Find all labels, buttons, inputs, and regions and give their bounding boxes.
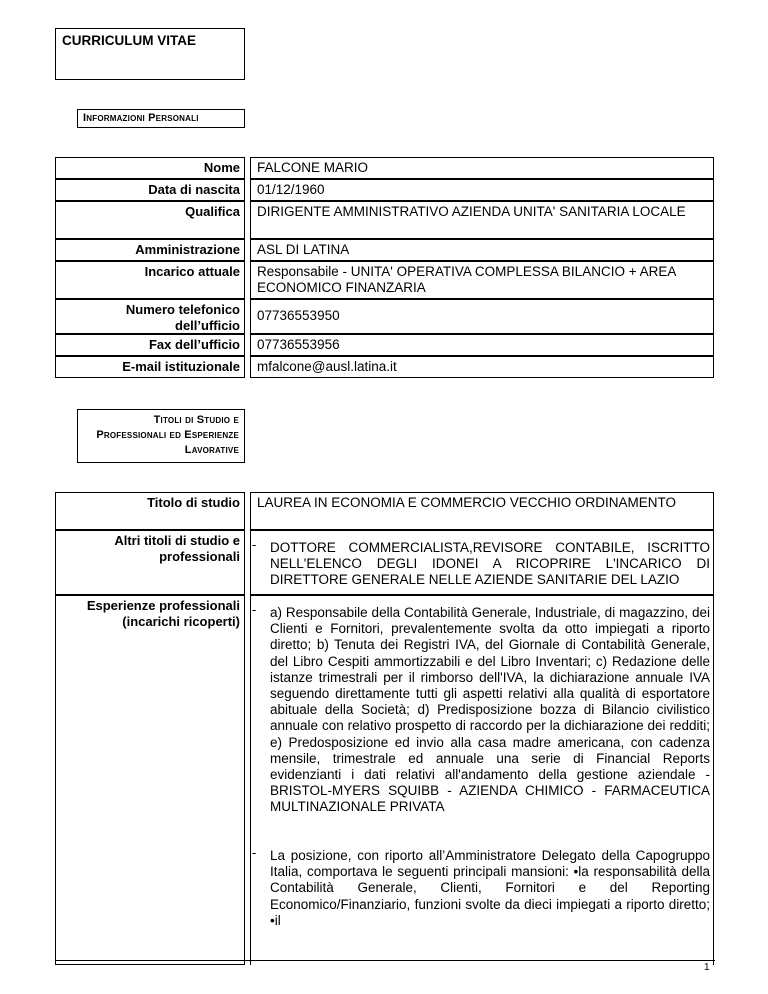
value-titolo-studio: LAUREA IN ECONOMIA E COMMERCIO VECCHIO ORDINAMENTO [250, 492, 714, 530]
value-altri-titoli: DOTTORE COMMERCIALISTA,REVISORE CONTABILE, ISCRITTO NELL'ELENCO DEGLI IDONEI A RICOPRIRE L'INCARICO DI DIRETTORE GENERALE NELLE AZIENDE SANITARIE DEL LAZIO [270, 540, 710, 588]
label-nome: Nome [55, 157, 245, 179]
value-qualifica: DIRIGENTE AMMINISTRATIVO AZIENDA UNITA' SANITARIA LOCALE [250, 201, 714, 239]
cv-title: CURRICULUM VITAE [62, 33, 196, 48]
value-nome: FALCONE MARIO [250, 157, 714, 179]
label-altri-titoli: Altri titoli di studio e professionali [55, 530, 245, 595]
value-email: mfalcone@ausl.latina.it [250, 356, 714, 378]
personal-section-heading: Informazioni Personali [83, 112, 199, 124]
value-telefono: 07736553950 [250, 299, 714, 334]
label-data-nascita: Data di nascita [55, 179, 245, 201]
value-incarico: Responsabile - UNITA' OPERATIVA COMPLESSA BILANCIO + AREA ECONOMICO FINANZARIA [250, 261, 714, 299]
label-esperienze: Esperienze professionali (incarichi ricoperti) [55, 595, 245, 965]
label-fax: Fax dell’ufficio [55, 334, 245, 356]
label-titolo-studio: Titolo di studio [55, 492, 245, 530]
cv-title-box [55, 28, 245, 80]
personal-section-heading-box [77, 109, 245, 128]
value-amministrazione: ASL DI LATINA [250, 239, 714, 261]
value-data-nascita: 01/12/1960 [250, 179, 714, 201]
footer-rule [55, 960, 715, 961]
page-number: 1 [704, 962, 710, 973]
studies-section-heading: Titoli di Studio e Professionali ed Esperienze Lavorative [96, 414, 239, 456]
bullet-dash: - [252, 602, 257, 617]
studies-section-heading-box [77, 409, 245, 463]
bullet-dash: - [252, 845, 257, 860]
label-qualifica: Qualifica [55, 201, 245, 239]
label-amministrazione: Amministrazione [55, 239, 245, 261]
bullet-dash: - [252, 537, 257, 552]
label-telefono: Numero telefonico dell’ufficio [55, 299, 245, 334]
value-fax: 07736553956 [250, 334, 714, 356]
esperienza-item-2: La posizione, con riporto all’Amministratore Delegato della Capogruppo Italia, comportava le seguenti principali mansioni: •la responsabilità della Contabilità Generale, Clienti, Fornitori e del Reporting Economico/Finanziario, funzioni svolte da dieci impiegati a riporto diretto; •il [270, 848, 710, 928]
label-email: E-mail istituzionale [55, 356, 245, 378]
label-incarico: Incarico attuale [55, 261, 245, 299]
esperienza-item-1: a) Responsabile della Contabilità Generale, Industriale, di magazzino, dei Clienti e Fornitori, prevalentemente svolta da otto impiegati a riporto diretto; b) Tenuta dei Registri IVA, del Giornale di Contabilità Generale, del Libro Cespiti ammortizzabili e del Libro Inventari; c) Redazione delle istanze trimestrali per il rimborso dell'IVA, la dichiarazione annuale IVA seguendo direttamente tutti gli aspetti relativi alla qualità di esportatore abituale della Società; d) Predisposizione bozza di Bilancio civilistico annuale con relativo prospetto di raccordo per la dichiarazione dei redditi; e) Predosposizione ed invio alla casa madre americana, con cadenza mensile, trimestrale ed annuale una serie di Financial Reports evidenzianti i dati relativi all'andamento della gestione aziendale - BRISTOL-MYERS SQUIBB - AZIENDA CHIMICO - FARMACEUTICA MULTINAZIONALE PRIVATA [270, 605, 710, 815]
